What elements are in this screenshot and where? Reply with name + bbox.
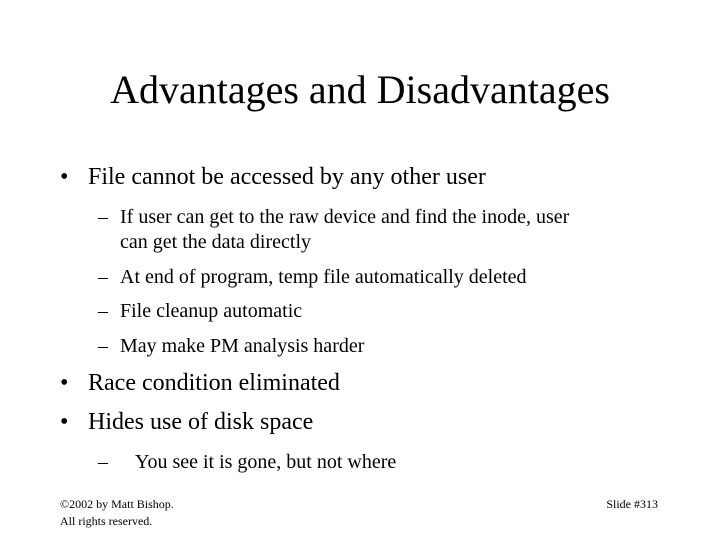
copyright-line: All rights reserved. <box>60 514 153 528</box>
sub-bullet-text-line: If user can get to the raw device and find the inode, user <box>120 206 570 228</box>
sub-bullet-marker: – <box>98 300 108 322</box>
sub-bullet-text-line: File cleanup automatic <box>120 300 303 322</box>
sub-bullet-marker: – <box>98 335 108 357</box>
sub-bullet-marker: – <box>98 266 108 288</box>
sub-bullet-text-line: can get the data directly <box>120 231 312 253</box>
bullet-text: Race condition eliminated <box>88 370 340 396</box>
sub-bullet-marker: – <box>98 206 108 228</box>
sub-bullet-marker: – <box>98 451 108 473</box>
slide-title: Advantages and Disadvantages <box>110 67 610 112</box>
sub-bullet-text-line: May make PM analysis harder <box>120 335 365 357</box>
sub-bullet-text-line: At end of program, temp file automatically deleted <box>120 266 527 288</box>
bullet-text: Hides use of disk space <box>88 409 314 435</box>
bullet-marker: • <box>60 409 69 435</box>
slide-number: Slide #313 <box>606 497 658 511</box>
bullet-marker: • <box>60 164 69 190</box>
bullet-marker: • <box>60 370 69 396</box>
sub-bullet-text-line: You see it is gone, but not where <box>135 451 397 473</box>
copyright-line: ©2002 by Matt Bishop. <box>60 497 174 511</box>
footer-copyright <box>60 496 174 530</box>
bullet-text: File cannot be accessed by any other user <box>88 164 486 190</box>
